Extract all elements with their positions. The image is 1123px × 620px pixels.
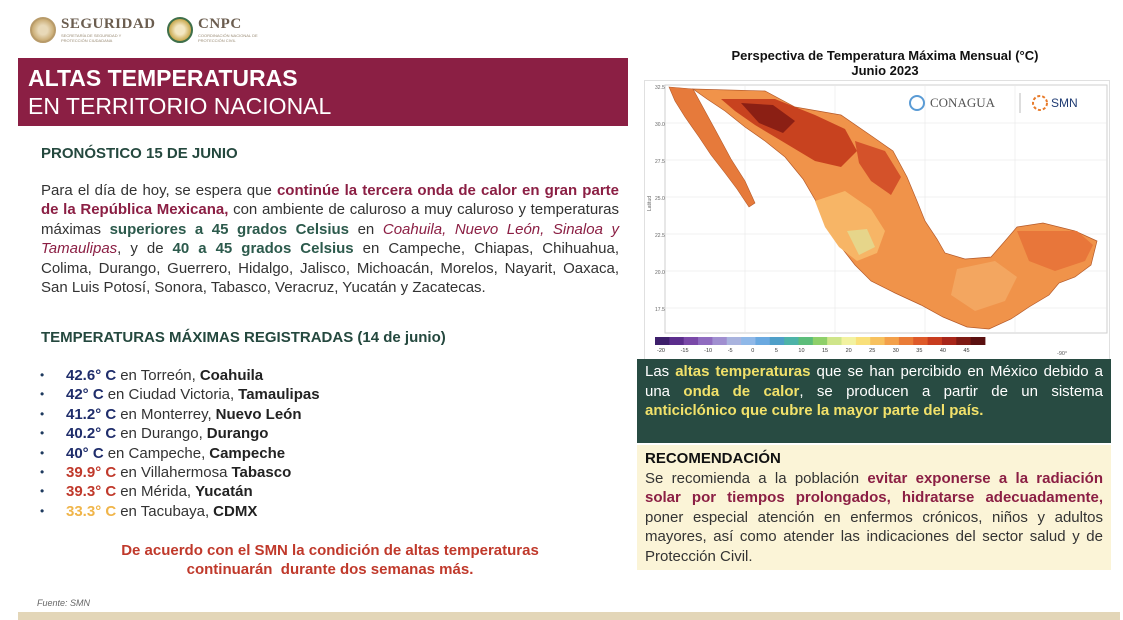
record-state: Yucatán xyxy=(195,483,253,501)
color-scale-tick: 35 xyxy=(916,348,923,354)
mexico-map-svg xyxy=(645,81,1109,359)
cause-text-1: Las xyxy=(645,363,676,380)
records-list xyxy=(40,366,320,521)
closing-note xyxy=(60,541,600,579)
color-scale-tick: 45 xyxy=(963,348,970,354)
color-scale-swatch xyxy=(870,337,885,345)
color-scale-swatch xyxy=(712,337,727,345)
record-state: Coahuila xyxy=(199,367,264,384)
conagua-label: CONAGUA xyxy=(930,95,995,110)
map-title-line-2: Junio 2023 xyxy=(851,63,919,78)
forecast-bold-3: 40 a 45 grados Celsius xyxy=(172,240,354,258)
temperature-map xyxy=(644,80,1110,360)
recommendation-box xyxy=(637,445,1111,570)
latitude-tick-label: 22.5 xyxy=(655,233,665,239)
recommendation-text-1: Se recomienda a la población xyxy=(645,469,868,487)
color-scale-ticks xyxy=(657,348,970,354)
forecast-text-2: con ambiente de caluroso a muy caluroso y temperaturas máximas xyxy=(41,201,619,238)
latitude-tick-label: 32.5 xyxy=(655,85,665,91)
record-city: en Monterrey, xyxy=(120,405,212,423)
bullet-icon: • xyxy=(40,464,45,479)
color-scale-swatch xyxy=(942,337,957,345)
record-city: en Campeche, xyxy=(107,444,206,462)
record-item xyxy=(40,463,320,482)
record-city: en Villahermosa xyxy=(120,463,228,481)
record-item xyxy=(40,482,320,501)
latitude-axis-label: Latitud xyxy=(647,195,653,211)
latitude-tick-label: 30.0 xyxy=(655,122,665,128)
color-scale-swatch xyxy=(669,337,684,345)
cause-text-3: , se producen a partir de un sistema xyxy=(799,382,1104,400)
color-scale-tick: -15 xyxy=(680,348,689,354)
record-value: 40.2° C xyxy=(66,425,117,443)
color-scale-swatch xyxy=(856,337,871,345)
latitude-tick-label: 27.5 xyxy=(655,159,665,165)
color-scale-swatch xyxy=(770,337,785,345)
record-value: 33.3° C xyxy=(66,502,117,520)
record-value: 42° C xyxy=(66,386,104,404)
cnpc-logo xyxy=(167,17,278,43)
seal-icon xyxy=(30,17,56,43)
heat-cause-box xyxy=(637,359,1111,443)
color-scale-tick: 25 xyxy=(869,348,876,354)
record-state: Nuevo León xyxy=(215,405,302,423)
color-scale-tick: -20 xyxy=(657,348,665,354)
record-value: 41.2° C xyxy=(66,405,117,423)
color-scale-swatch xyxy=(813,337,828,345)
seguridad-logo-name: SEGURIDAD xyxy=(61,16,156,33)
record-state: Tamaulipas xyxy=(238,386,320,404)
forecast-text-3: , y de xyxy=(117,240,173,258)
banner-title: ALTAS TEMPERATURAS xyxy=(28,65,298,91)
record-state: Campeche xyxy=(209,444,286,462)
latitude-tick-label: 20.0 xyxy=(655,270,665,276)
record-item xyxy=(40,405,320,424)
color-scale-swatch xyxy=(741,337,756,345)
cnpc-logo-sub: COORDINACIÓN NACIONAL DE PROTECCIÓN CIVIL xyxy=(198,33,258,43)
record-value: 40° C xyxy=(66,444,104,462)
cnpc-logo-name: CNPC xyxy=(198,16,242,33)
color-scale-swatch xyxy=(842,337,857,345)
color-scale-tick: 40 xyxy=(939,348,946,354)
color-scale-swatch xyxy=(827,337,842,345)
banner-subtitle: EN TERRITORIO NACIONAL xyxy=(28,93,332,119)
forecast-paragraph xyxy=(41,181,619,297)
record-value: 39.9° C xyxy=(66,463,117,481)
seguridad-logo xyxy=(30,17,156,43)
record-city: en Mérida, xyxy=(120,483,192,501)
color-scale-tick: 30 xyxy=(892,348,899,354)
closing-line-2: continuarán durante dos semanas más. xyxy=(186,561,474,578)
forecast-text-en: en xyxy=(349,220,383,238)
color-scale-swatch xyxy=(885,337,900,345)
color-scale-tick: 5 xyxy=(774,348,778,354)
color-scale-tick: 20 xyxy=(845,348,852,354)
color-scale-swatch xyxy=(698,337,713,345)
color-scale-swatch xyxy=(755,337,770,345)
forecast-heading: PRONÓSTICO 15 DE JUNIO xyxy=(41,145,238,162)
record-city: en Durango, xyxy=(120,425,203,443)
title-banner xyxy=(18,58,628,126)
cause-bold-2: onda de calor xyxy=(683,382,800,400)
bullet-icon: • xyxy=(40,368,45,382)
color-scale-swatch xyxy=(784,337,799,345)
longitude-tick: -90° xyxy=(1057,351,1068,357)
recommendation-text-2: poner especial atención en enfermos crónicos, niños y adultos mayores, así como atender las indicaciones del sector salud y de Protección Civil. xyxy=(645,508,1103,565)
color-scale-tick: 15 xyxy=(822,348,829,354)
cause-bold-1: altas temperaturas xyxy=(675,363,811,380)
bullet-icon: • xyxy=(40,387,45,402)
record-city: en Torreón, xyxy=(120,367,196,384)
footer-bar xyxy=(18,612,1120,620)
seguridad-logo-sub: SECRETARÍA DE SEGURIDAD Y PROTECCIÓN CIUDADANA xyxy=(61,33,122,43)
color-scale-swatch xyxy=(798,337,813,345)
color-scale xyxy=(655,337,985,345)
forecast-text-1: Para el día de hoy, se espera que xyxy=(41,182,277,199)
record-item xyxy=(40,424,320,443)
bullet-icon: • xyxy=(40,406,45,421)
record-item xyxy=(40,444,320,463)
bullet-icon: • xyxy=(40,484,45,499)
record-state: Durango xyxy=(206,425,269,443)
record-city: en Tacubaya, xyxy=(120,502,210,520)
color-scale-swatch xyxy=(971,337,986,345)
record-item xyxy=(40,502,320,521)
latitude-tick-label: 25.0 xyxy=(655,196,665,202)
forecast-states-italic: Coahuila, Nuevo León, Sinaloa y Tamaulipas xyxy=(41,220,619,258)
cnpc-seal-icon xyxy=(167,17,193,43)
forecast-text-4: en Campeche, Chiapas, Chihuahua, Colima, Durango, Guerrero, Hidalgo, Jalisco, Michoacán, Morelos, Nayarit, Oaxaca, San Luis Potosí, Sonora, Tabasco, Veracruz, Yucatán y Zacatecas. xyxy=(41,240,619,297)
forecast-bold-2: superiores a 45 grados Celsius xyxy=(109,220,350,238)
recommendation-heading: RECOMENDACIÓN xyxy=(645,450,781,467)
cause-bold-3: anticiclónico que cubre la mayor parte del país. xyxy=(645,402,984,420)
bullet-icon: • xyxy=(40,426,45,441)
closing-line-1: De acuerdo con el SMN la condición de altas temperaturas xyxy=(121,542,539,559)
color-scale-tick: -10 xyxy=(704,348,713,354)
cause-text-2: que se han percibido en México debido a una xyxy=(645,363,1103,400)
color-scale-swatch xyxy=(727,337,742,345)
latitude-ticks xyxy=(655,85,665,313)
record-city: en Ciudad Victoria, xyxy=(107,386,235,404)
color-scale-tick: -5 xyxy=(727,348,733,354)
record-item xyxy=(40,385,320,404)
forecast-bold-1: continúe la tercera onda de calor en gran parte de la República Mexicana, xyxy=(41,182,619,219)
source-note: Fuente: SMN xyxy=(37,598,91,608)
color-scale-swatch xyxy=(655,337,670,345)
recommendation-bold: evitar exponerse a la radiación solar por tiempos prolongados, hidratarse adecuadamente, xyxy=(645,469,1103,507)
records-heading: TEMPERATURAS MÁXIMAS REGISTRADAS (14 de junio) xyxy=(41,329,446,346)
record-value: 42.6° C xyxy=(66,367,117,384)
record-state: Tabasco xyxy=(231,463,292,481)
record-item xyxy=(40,366,320,385)
smn-label: SMN xyxy=(1051,96,1078,110)
color-scale-tick: 0 xyxy=(751,348,755,354)
record-value: 39.3° C xyxy=(66,483,117,501)
color-scale-tick: 10 xyxy=(798,348,805,354)
latitude-tick-label: 17.5 xyxy=(655,307,665,313)
color-scale-swatch xyxy=(684,337,699,345)
color-scale-swatch xyxy=(956,337,971,345)
color-scale-swatch xyxy=(913,337,928,345)
color-scale-swatch xyxy=(928,337,943,345)
bullet-icon: • xyxy=(40,445,45,460)
bullet-icon: • xyxy=(40,503,45,518)
map-title xyxy=(660,48,1110,78)
map-title-line-1: Perspectiva de Temperatura Máxima Mensual (°C) xyxy=(731,48,1039,63)
color-scale-swatch xyxy=(899,337,914,345)
record-state: CDMX xyxy=(213,502,258,520)
